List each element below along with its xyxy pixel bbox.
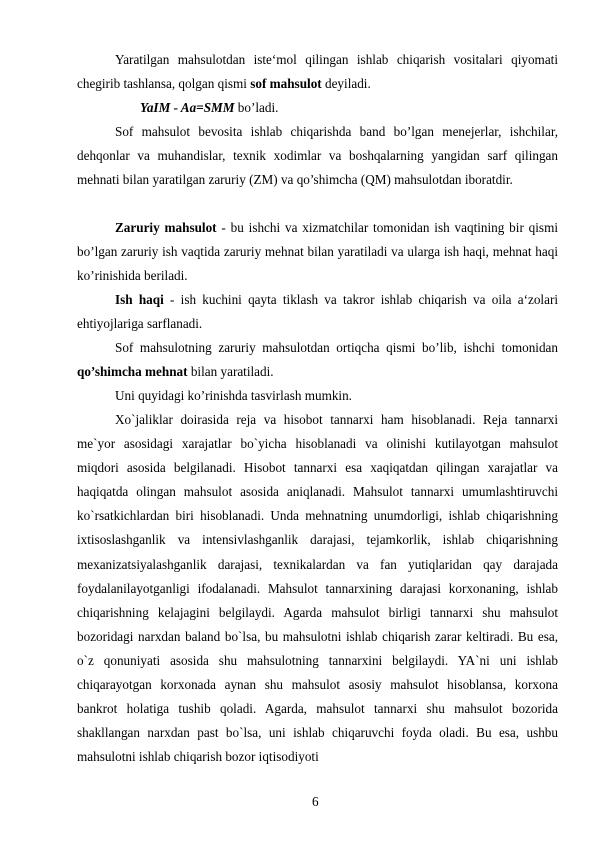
paragraph-text: Yaratilgan mahsulotdan iste‘mol qilingan ishlab chiqarish vositalari qiyomati chegirib tashlansa, qolgan qismi bbox=[77, 52, 558, 92]
paragraph-sof-mahsulot-composition bbox=[77, 120, 558, 192]
paragraph-tannarx bbox=[77, 408, 558, 769]
paragraph-qoshimcha-mehnat bbox=[77, 336, 558, 384]
paragraph-tasvirlash bbox=[77, 384, 558, 408]
term-zaruriy-mahsulot: Zaruriy mahsulot bbox=[115, 220, 217, 235]
paragraph-text: Sof mahsulotning zaruriy mahsulotdan ortiqcha qismi bo’lib, ishchi tomonidan bbox=[115, 340, 558, 355]
paragraph-text: - bu ishchi va xizmatchilar tomonidan ish vaqtining bir qismi bo’lgan zaruriy ish vaqtida zaruriy mehnat bilan yaratiladi va ularga ish haqi, mehnat haqi ko’rinishida beriladi. bbox=[77, 220, 558, 284]
term-sof-mahsulot: sof mahsulot bbox=[250, 76, 322, 92]
formula-line bbox=[140, 96, 278, 120]
paragraph-text-end: deyiladi. bbox=[321, 76, 371, 92]
paragraph-text: Xo`jaliklar doirasida reja va hisobot tannarxi ham hisoblanadi. Reja tannarxi me`yor asosidagi xarajatlar bo`yicha hisoblanadi va olinishi kutilayotgan mahsulot miqdori asosida belgilanadi. Hisobot tannarxi esa xaqiqatdan qilingan xarajatlar va haqiqatda olingan mahsulot asosida aniqlanadi. Mahsulot tannarxi umumlashtiruvchi ko`rsatkichlardan biri hisoblanadi. Unda mehnatning unumdorligi, ishlab chiqarishning ixtisoslashganlik va intensivlashganlik darajasi, tejamkorlik, ishlab chiqarishning mexanizatsiyalashganlik darajasi, texnikalardan va fan yutiqlaridan qay darajada foydalanilayotganligi ifodalanadi. Mahsulot tannarxining darajasi korxonaning, ishlab chiqarishning kelajagini belgilaydi. Agarda mahsulot birligi tannarxi shu mahsulot bozoridagi narxdan baland bo`lsa, bu mahsulotni ishlab chiqarish zarar keltiradi. Bu esa, o`z qonuniyati asosida shu mahsulotning tannarxini belgilaydi. YA`ni uni ishlab chiqarayotgan korxonada aynan shu mahsulot asosiy mahsulot hisoblansa, korxona bankrot holatiga tushib qoladi. Agarda, mahsulot tannarxi shu mahsulot bozorida shakllangan narxdan past bo`lsa, uni ishlab chiqaruvchi foyda oladi. Bu esa, ushbu mahsulotni ishlab chiqarish bozor iqtisodiyoti bbox=[77, 412, 558, 765]
paragraph-text: Uni quyidagi ko’rinishda tasvirlash mumkin. bbox=[115, 388, 352, 403]
paragraph-text-end: bilan yaratiladi. bbox=[187, 364, 274, 380]
paragraph-ish-haqi bbox=[77, 288, 558, 336]
page-number: 6 bbox=[312, 794, 319, 809]
paragraph-zaruriy-mahsulot bbox=[77, 216, 558, 288]
term-ish-haqi: Ish haqi bbox=[115, 292, 164, 307]
paragraph-sof-mahsulot-definition bbox=[77, 48, 558, 96]
formula-expression: YaIM - Aa=SMM bbox=[140, 100, 235, 115]
paragraph-text: - ish kuchini qayta tiklash va takror ishlab chiqarish va oila a‘zolari ehtiyojlariga sarflanadi. bbox=[77, 292, 559, 332]
paragraph-text: Sof mahsulot bevosita ishlab chiqarishda band bo’lgan menejerlar, ishchilar, dehqonlar va muhandislar, texnik xodimlar va boshqalarning yangidan sarf qilingan mehnati bilan yaratilgan zaruriy (ZM) va qo’shimcha (QM) mahsulotdan iboratdir. bbox=[77, 124, 558, 188]
term-qoshimcha-mehnat: qo’shimcha mehnat bbox=[77, 364, 188, 380]
formula-suffix: bo’ladi. bbox=[234, 100, 279, 115]
